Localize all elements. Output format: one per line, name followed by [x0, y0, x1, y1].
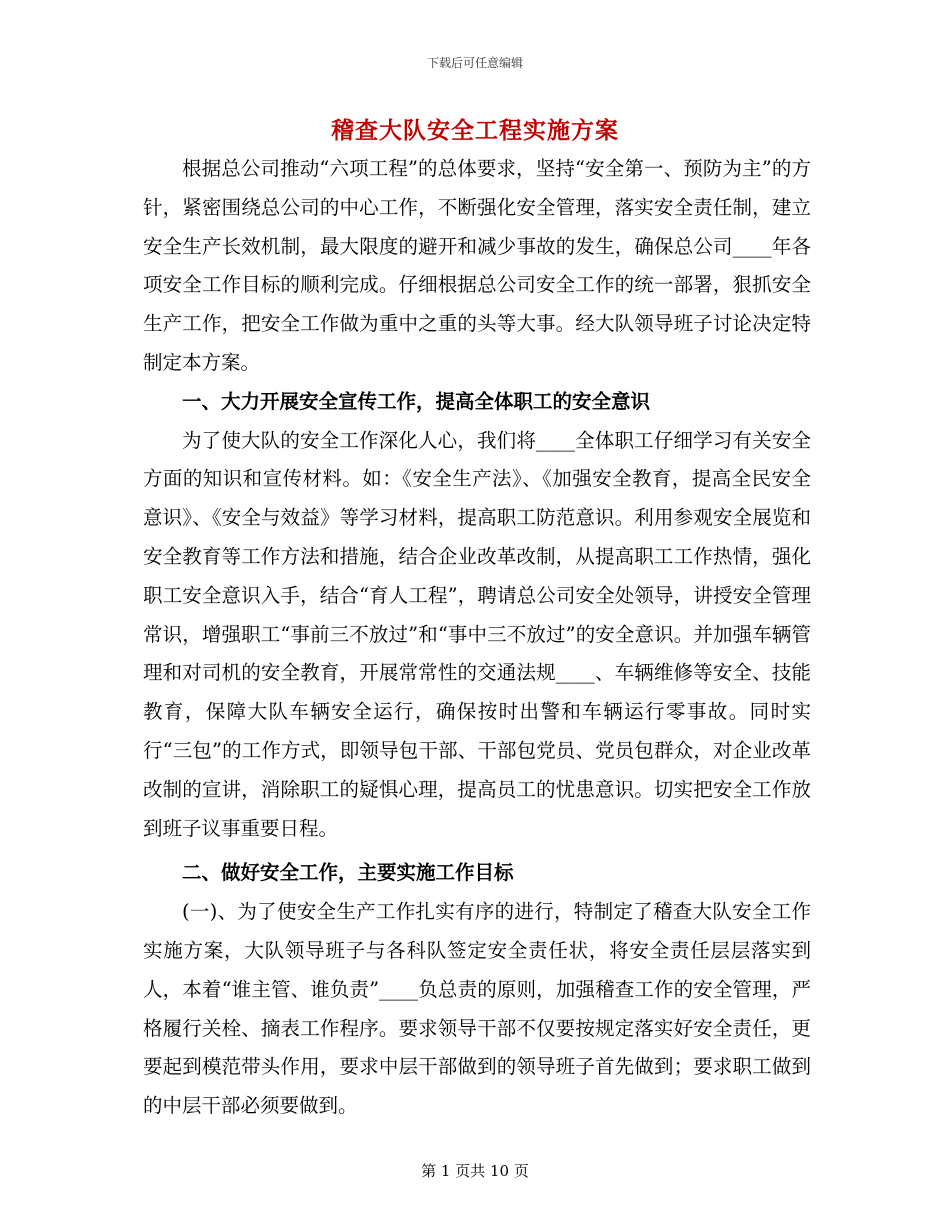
- section-heading-1: 一、大力开展安全宣传工作，提高全体职工的安全意识: [182, 389, 651, 413]
- section-heading-2: 二、做好安全工作，主要实施工作目标: [182, 861, 514, 885]
- section-2-paragraph: (一)、为了使安全生产工作扎实有序的进行，特制定了稽查大队安全工作实施方案，大队领导班子与各科队签定安全责任状，将安全责任层层落实到人，本着“谁主管、谁负责”____负总责的原则，加强稽查工作的安全管理，严格履行关栓、摘表工作程序。要求领导干部不仅要按规定落实好安全责任，更要起到模范带头作用，要求中层干部做到的领导班子首先做到；要求职工做到的中层干部必须要做到。: [143, 900, 811, 1118]
- intro-paragraph: 根据总公司推动“六项工程”的总体要求，坚持“安全第一、预防为主”的方针，紧密围绕总公司的中心工作，不断强化安全管理，落实安全责任制，建立安全生产长效机制，最大限度的避开和减少事故的发生，确保总公司____年各项安全工作目标的顺利完成。仔细根据总公司安全工作的统一部署，狠抓安全生产工作，把安全工作做为重中之重的头等大事。经大队领导班子讨论决定特制定本方案。: [143, 157, 811, 374]
- section-1-paragraph: 为了使大队的安全工作深化人心，我们将____全体职工仔细学习有关安全方面的知识和宣传材料。如：《安全生产法》、《加强安全教育，提高全民安全意识》、《安全与效益》等学习材料，提高职工防范意识。利用参观安全展览和安全教育等工作方法和措施，结合企业改革改制，从提高职工工作热情，强化职工安全意识入手，结合“育人工程”，聘请总公司安全处领导，讲授安全管理常识，增强职工“事前三不放过”和“事中三不放过”的安全意识。并加强车辆管理和对司机的安全教育，开展常常性的交通法规____、车辆维修等安全、技能教育，保障大队车辆安全运行，确保按时出警和车辆运行零事故。同时实行“三包”的工作方式，即领导包干部、干部包党员、党员包群众，对企业改革改制的宣讲，消除职工的疑惧心理，提高员工的忧患意识。切实把安全工作放到班子议事重要日程。: [143, 428, 811, 840]
- header-note: 下载后可任意编辑: [426, 56, 523, 70]
- document-title: 稽查大队安全工程实施方案: [331, 117, 619, 144]
- page-footer: 第 1 页共 10 页: [421, 1162, 529, 1180]
- document-body: [143, 150, 811, 1126]
